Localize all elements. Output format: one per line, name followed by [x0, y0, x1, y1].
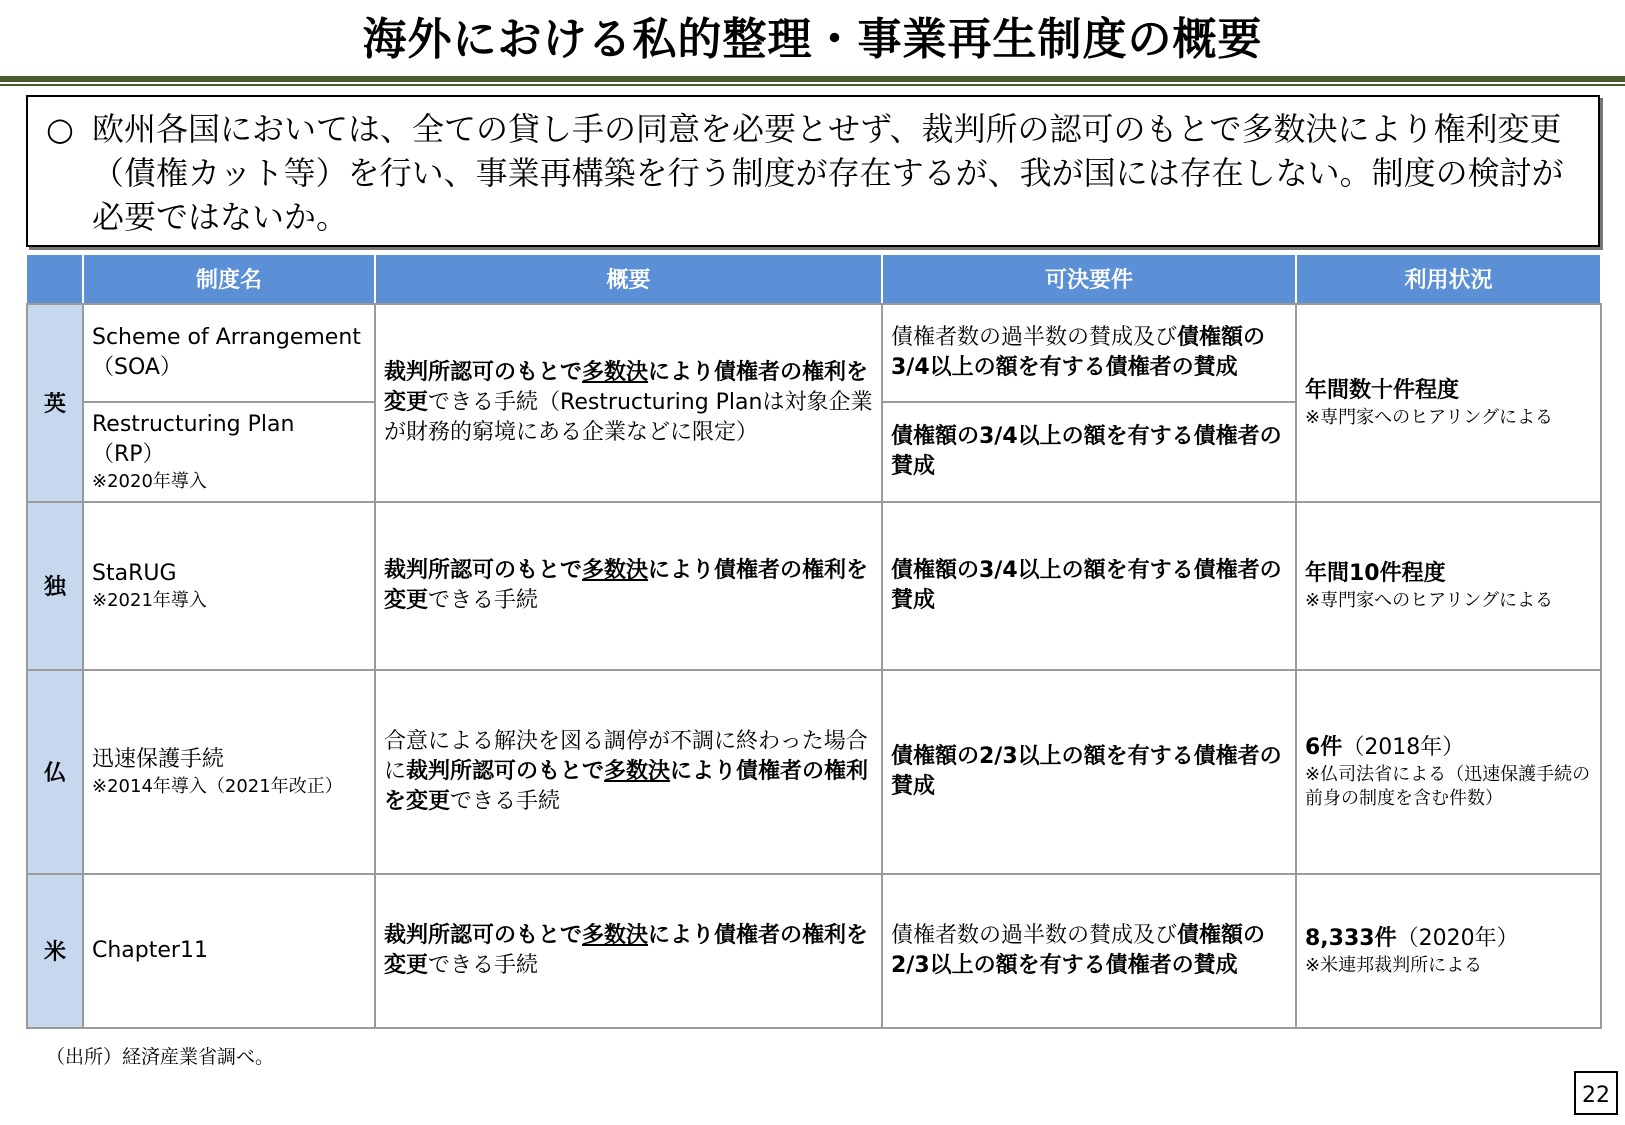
overview-fr-bold-2: により債権者の権利を変更 — [384, 758, 869, 814]
usage-fr — [1296, 670, 1601, 874]
overview-fr-underline: 多数決 — [604, 758, 671, 784]
scheme-fr — [83, 670, 375, 874]
usage-de — [1296, 502, 1601, 670]
usage-de-note: ※専門家へのヒアリングによる — [1305, 589, 1554, 611]
country-uk: 英 — [27, 304, 83, 502]
overview-uk-underline: 多数決 — [582, 359, 649, 385]
usage-us-count: 8,333件 — [1305, 925, 1397, 951]
overview-us-text: できる手続 — [428, 952, 539, 978]
usage-us-note: ※米連邦裁判所による — [1305, 954, 1483, 976]
usage-uk — [1296, 304, 1601, 502]
table-row-fr — [27, 670, 1601, 874]
header-scheme-name: 制度名 — [83, 255, 375, 304]
overview-fr-bold-1: 裁判所認可のもとで — [406, 758, 605, 784]
summary-text: 欧州各国においては、全ての貸し手の同意を必要とせず、裁判所の認可のもとで多数決により権利変更（債権カット等）を行い、事業再構築を行う制度が存在するが、我が国には存在しない。制度の検討が必要ではないか。 — [92, 110, 1564, 236]
overview-uk-bold-1: 裁判所認可のもとで — [384, 359, 583, 385]
source-note: （出所）経済産業省調べ。 — [46, 1046, 275, 1068]
requirement-fr-bold: 債権額の2/3以上の額を有する債権者の賛成 — [891, 743, 1282, 799]
overview-de-text: できる手続 — [428, 587, 539, 613]
header-requirement: 可決要件 — [882, 255, 1296, 304]
overview-uk-bold-2: により債権者の権利を変更 — [384, 359, 869, 415]
overview-us-bold-2: により債権者の権利を変更 — [384, 922, 869, 978]
usage-us-year: （2020年） — [1396, 925, 1519, 951]
requirement-de — [882, 502, 1296, 670]
overview-uk — [375, 304, 882, 502]
overview-us — [375, 874, 882, 1028]
title-rule-thin — [0, 84, 1625, 86]
scheme-rp-name: Restructuring Plan （RP） — [92, 411, 295, 467]
header-overview: 概要 — [375, 255, 882, 304]
comparison-table — [26, 255, 1602, 1029]
requirement-us-bold: 債権額の2/3以上の額を有する債権者の賛成 — [891, 922, 1266, 978]
usage-de-count: 年間10件程度 — [1305, 560, 1446, 586]
overview-de-bold-2: により債権者の権利を変更 — [384, 557, 869, 613]
usage-fr-count: 6件 — [1305, 734, 1343, 760]
overview-fr-text: できる手続 — [450, 788, 561, 814]
overview-de-bold-1: 裁判所認可のもとで — [384, 557, 583, 583]
overview-de — [375, 502, 882, 670]
header-corner — [27, 255, 83, 304]
country-fr: 仏 — [27, 670, 83, 874]
usage-uk-count: 年間数十件程度 — [1305, 377, 1460, 403]
scheme-starug-name: StaRUG — [92, 560, 177, 586]
overview-us-bold-1: 裁判所認可のもとで — [384, 922, 583, 948]
scheme-rp-note: ※2020年導入 — [92, 470, 207, 492]
usage-uk-note: ※専門家へのヒアリングによる — [1305, 406, 1554, 428]
requirement-us-text: 債権者数の過半数の賛成及び — [891, 922, 1178, 948]
scheme-chapter11-name: Chapter11 — [92, 937, 208, 963]
overview-fr — [375, 670, 882, 874]
scheme-soa-name: Scheme of Arrangement（SOA） — [92, 324, 361, 380]
overview-uk-text: できる手続（Restructuring Planは対象企業が財務的窮境にある企業などに限定） — [384, 389, 873, 445]
usage-fr-year: （2018年） — [1342, 734, 1465, 760]
scheme-chapter11 — [83, 874, 375, 1028]
overview-fr-pre: 合意による解決を図る調停が不調に終わった場合に — [384, 728, 868, 784]
summary-box — [26, 95, 1600, 247]
requirement-us — [882, 874, 1296, 1028]
scheme-fr-note: ※2014年導入（2021年改正） — [92, 775, 343, 797]
requirement-uk-soa-text: 債権者数の過半数の賛成及び — [891, 324, 1178, 350]
requirement-de-bold: 債権額の3/4以上の額を有する債権者の賛成 — [891, 557, 1282, 613]
requirement-uk-rp — [882, 402, 1296, 502]
page-number: 22 — [1574, 1071, 1618, 1115]
scheme-rp — [83, 402, 375, 502]
usage-us — [1296, 874, 1601, 1028]
title-rule — [0, 76, 1625, 82]
table-row-de — [27, 502, 1601, 670]
usage-fr-note: ※仏司法省による（迅速保護手続の前身の制度を含む件数） — [1305, 763, 1591, 809]
requirement-fr — [882, 670, 1296, 874]
summary-bullet: ○ — [46, 110, 74, 148]
table-row-us — [27, 874, 1601, 1028]
header-usage: 利用状況 — [1296, 255, 1601, 304]
requirement-uk-rp-bold: 債権額の3/4以上の額を有する債権者の賛成 — [891, 423, 1282, 479]
scheme-starug — [83, 502, 375, 670]
overview-de-underline: 多数決 — [582, 557, 649, 583]
table-row-uk-1 — [27, 304, 1601, 402]
scheme-starug-note: ※2021年導入 — [92, 589, 207, 611]
scheme-soa — [83, 304, 375, 402]
scheme-fr-name: 迅速保護手続 — [92, 746, 225, 772]
overview-us-underline: 多数決 — [582, 922, 649, 948]
requirement-uk-soa-bold: 債権額の3/4以上の額を有する債権者の賛成 — [891, 324, 1266, 380]
page-title: 海外における私的整理・事業再生制度の概要 — [362, 14, 1263, 65]
requirement-uk-soa — [882, 304, 1296, 402]
country-de: 独 — [27, 502, 83, 670]
country-us: 米 — [27, 874, 83, 1028]
